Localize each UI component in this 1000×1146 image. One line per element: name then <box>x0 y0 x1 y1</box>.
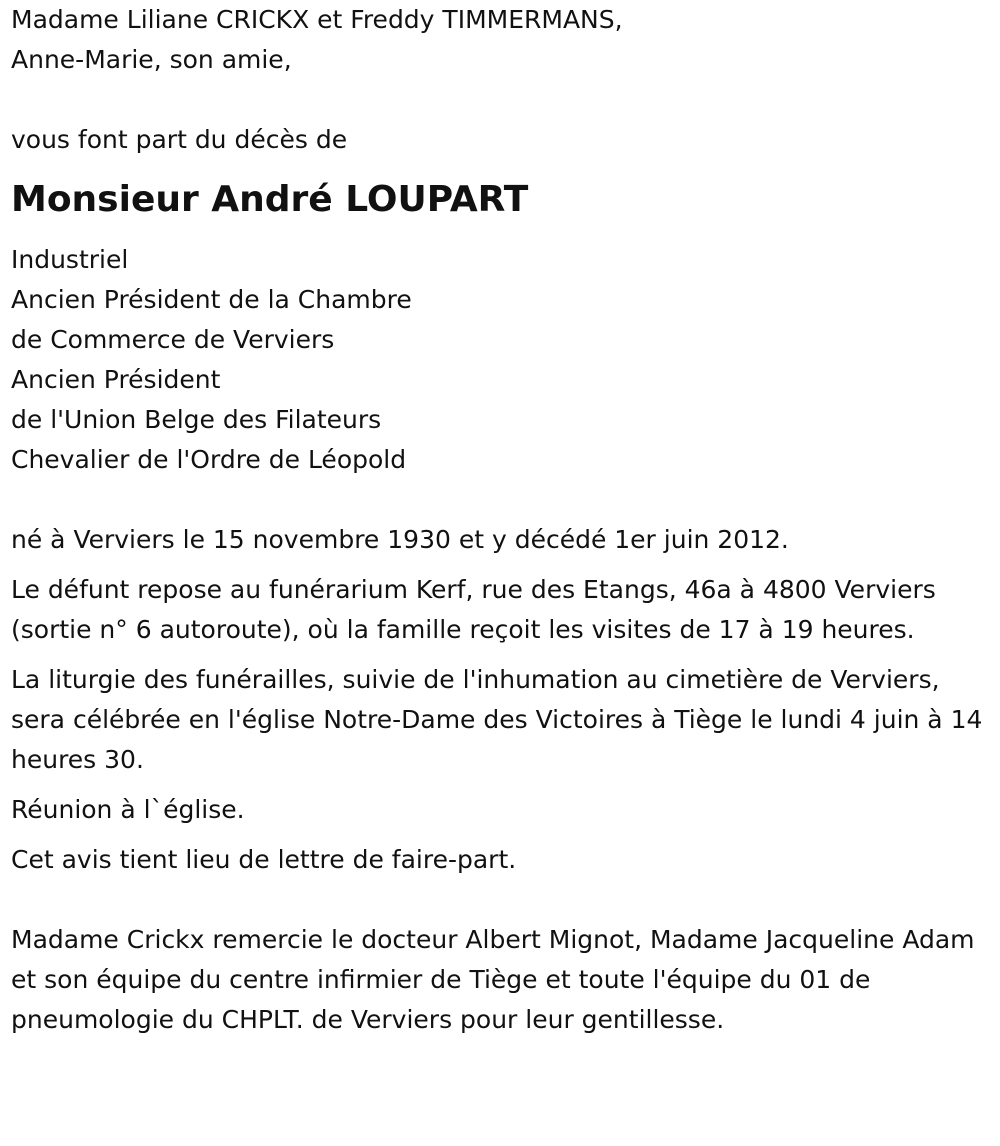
birth-death-text: né à Verviers le 15 novembre 1930 et y décédé 1er juin 2012. <box>11 525 789 554</box>
title-line: Ancien Président de la Chambre <box>11 285 412 314</box>
deceased-name: Monsieur André LOUPART <box>11 179 529 220</box>
title-line: Ancien Président <box>11 365 221 394</box>
title-line: Chevalier de l'Ordre de Léopold <box>11 445 407 474</box>
thanks-text: Madame Crickx remercie le docteur Albert Mignot, Madame Jacqueline Adam et son équipe du centre infirmier de Tiège et toute l'équipe du 01 de pneumologie du CHPLT. de Verviers pour leur gentillesse. <box>11 925 975 1034</box>
family-line: Anne-Marie, son amie, <box>11 45 292 74</box>
liturgy-text: La liturgie des funérailles, suivie de l'inhumation au cimetière de Verviers, sera célébrée en l'église Notre-Dame des Victoires à Tiège le lundi 4 juin à 14 heures 30. <box>11 665 983 774</box>
meeting-text: Réunion à l`église. <box>11 795 245 824</box>
title-line: de Commerce de Verviers <box>11 325 335 354</box>
deceased-titles <box>11 240 986 480</box>
notice-text: Cet avis tient lieu de lettre de faire-part. <box>11 845 517 874</box>
title-line: de l'Union Belge des Filateurs <box>11 405 382 434</box>
obituary-notice <box>11 0 986 1040</box>
announcement-text: vous font part du décès de <box>11 125 348 154</box>
family-line: Madame Liliane CRICKX et Freddy TIMMERMANS, <box>11 5 623 34</box>
repose-text: Le défunt repose au funérarium Kerf, rue des Etangs, 46a à 4800 Verviers (sortie n° 6 autoroute), où la famille reçoit les visites de 17 à 19 heures. <box>11 575 936 644</box>
family-header <box>11 0 986 80</box>
title-line: Industriel <box>11 245 129 274</box>
